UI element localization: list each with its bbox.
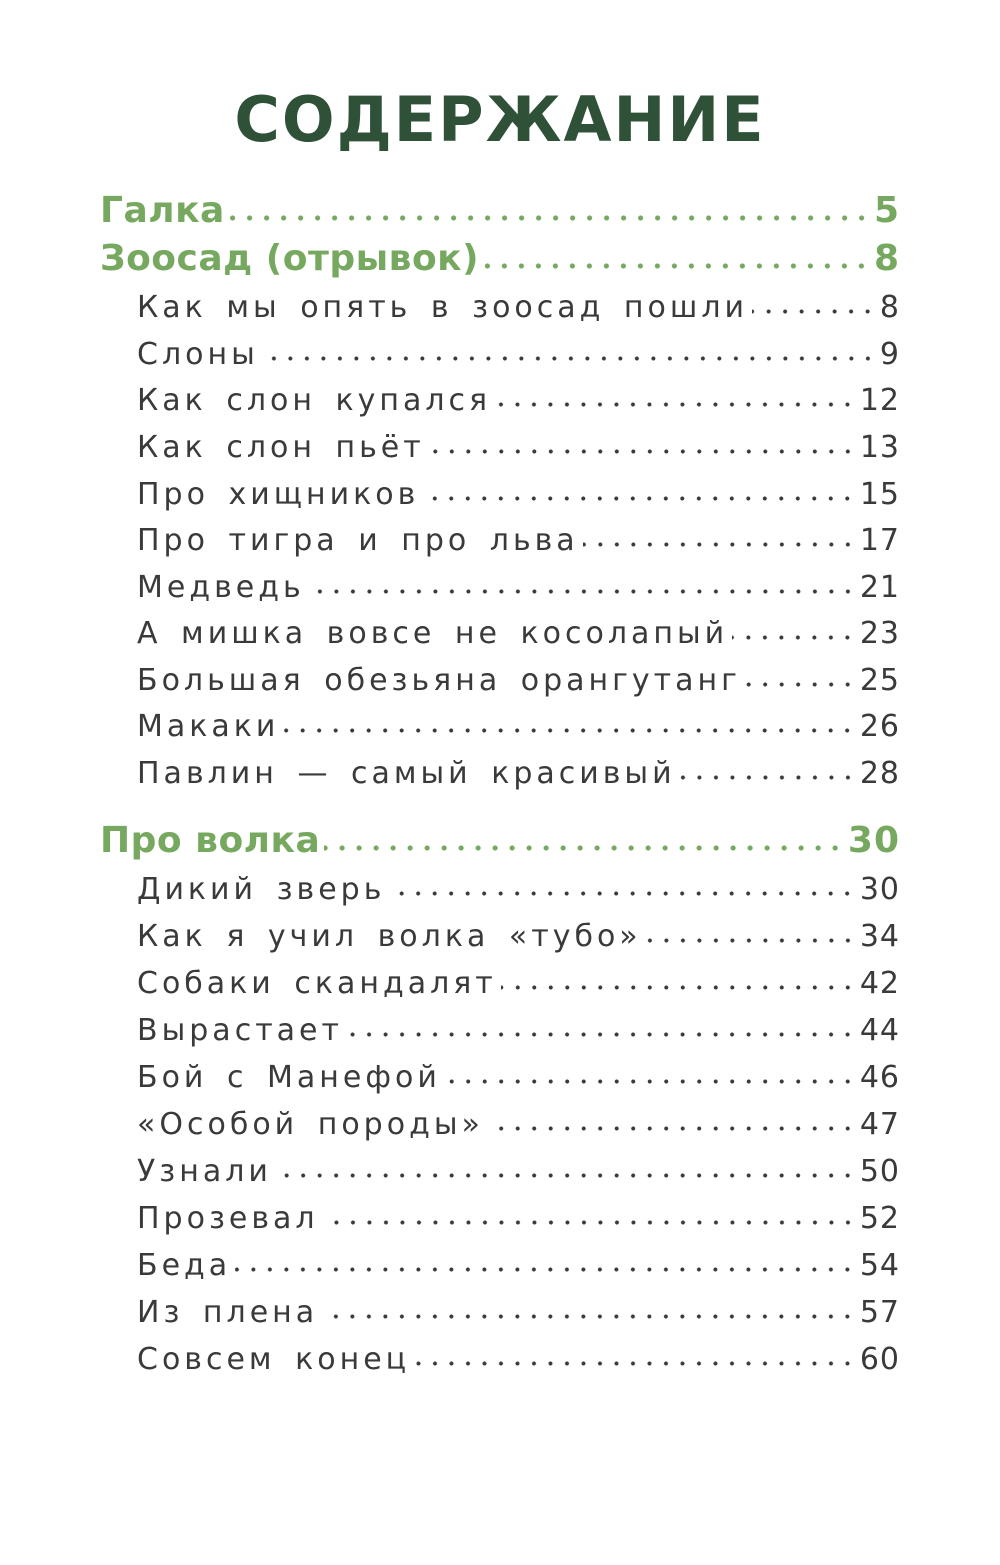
toc-entry-title: Как слон купался bbox=[137, 383, 492, 418]
dot-leader bbox=[423, 496, 856, 501]
toc-entry[interactable] bbox=[137, 477, 900, 512]
toc-page-number: 34 bbox=[859, 919, 900, 954]
toc-entry[interactable] bbox=[137, 616, 900, 651]
toc-page-number: 5 bbox=[873, 190, 900, 231]
toc-entry-title: Большая обезьяна орангутанг bbox=[137, 663, 741, 698]
toc-page-number: 23 bbox=[859, 616, 900, 651]
toc-entry[interactable] bbox=[137, 1013, 900, 1048]
toc-page-number: 30 bbox=[847, 820, 900, 861]
dot-leader bbox=[389, 891, 855, 896]
toc-section-zoosad[interactable] bbox=[100, 238, 900, 279]
toc-page-number: 25 bbox=[859, 663, 900, 698]
toc-page-number: 47 bbox=[859, 1107, 900, 1142]
toc-entry[interactable] bbox=[137, 919, 900, 954]
toc-entry[interactable] bbox=[137, 709, 900, 744]
dot-leader bbox=[445, 1079, 856, 1084]
dot-leader bbox=[495, 402, 856, 407]
dot-leader bbox=[745, 682, 856, 687]
toc-entry-title: Про хищников bbox=[137, 477, 420, 512]
page-title: СОДЕРЖАНИЕ bbox=[234, 83, 766, 156]
dot-leader bbox=[235, 1267, 856, 1272]
toc-section-title: Зоосад (отрывок) bbox=[100, 238, 480, 279]
toc-entry-title: Беда bbox=[137, 1248, 232, 1283]
toc-page-number: 44 bbox=[859, 1013, 900, 1048]
dot-leader bbox=[488, 1126, 856, 1131]
toc-section-galka[interactable] bbox=[100, 190, 900, 231]
toc-entry-title: Из плена bbox=[137, 1295, 319, 1330]
toc-entry-title: Про тигра и про льва bbox=[137, 523, 579, 558]
toc-entry-title: Бой с Манефой bbox=[137, 1060, 441, 1095]
toc-page-number: 50 bbox=[859, 1154, 900, 1189]
toc-entry[interactable] bbox=[137, 430, 900, 465]
toc-entry[interactable] bbox=[137, 570, 900, 605]
toc-entry-title: Вырастает bbox=[137, 1013, 343, 1048]
toc-entry-title: Как мы опять в зоосад пошли bbox=[137, 290, 749, 325]
toc-section-title: Галка bbox=[100, 190, 225, 231]
dot-leader bbox=[283, 728, 855, 733]
toc-page-number: 26 bbox=[859, 709, 900, 744]
toc-page-number: 46 bbox=[859, 1060, 900, 1095]
toc-entry[interactable] bbox=[137, 1060, 900, 1095]
toc-entry-title: Совсем конец bbox=[137, 1342, 411, 1377]
toc-page-number: 60 bbox=[859, 1342, 900, 1377]
toc-entry-title: Как я учил волка «тубо» bbox=[137, 919, 642, 954]
dot-leader bbox=[732, 635, 856, 640]
toc-page-number: 8 bbox=[879, 290, 900, 325]
toc-entry[interactable] bbox=[137, 663, 900, 698]
toc-page-number: 21 bbox=[859, 570, 900, 605]
toc-page-number: 30 bbox=[859, 872, 900, 907]
dot-leader bbox=[414, 1361, 856, 1366]
toc-entry-title: Узнали bbox=[137, 1154, 272, 1189]
toc-entry[interactable] bbox=[137, 1342, 900, 1377]
dot-leader bbox=[483, 263, 870, 269]
toc-entry[interactable] bbox=[137, 337, 900, 372]
toc-entry-title: Слоны bbox=[137, 337, 259, 372]
toc-entry[interactable] bbox=[137, 1154, 900, 1189]
toc-entry[interactable] bbox=[137, 290, 900, 325]
dot-leader bbox=[229, 215, 870, 221]
dot-leader bbox=[347, 1032, 856, 1037]
toc-entry[interactable] bbox=[137, 1107, 900, 1142]
toc-entry[interactable] bbox=[137, 872, 900, 907]
dot-leader bbox=[322, 1314, 856, 1319]
dot-leader bbox=[309, 589, 856, 594]
dot-leader bbox=[323, 1220, 856, 1225]
dot-leader bbox=[680, 775, 856, 780]
toc-entry[interactable] bbox=[137, 523, 900, 558]
dot-leader bbox=[263, 356, 876, 361]
toc-entry-title: Как слон пьёт bbox=[137, 430, 425, 465]
toc-section-pro-volka[interactable] bbox=[100, 820, 900, 861]
toc-entry-title: Макаки bbox=[137, 709, 280, 744]
toc-entry-title: А мишка вовсе не косолапый bbox=[137, 616, 729, 651]
toc-page-number: 57 bbox=[859, 1295, 900, 1330]
dot-leader bbox=[276, 1173, 856, 1178]
dot-leader bbox=[752, 309, 876, 314]
toc-page-number: 54 bbox=[859, 1248, 900, 1283]
toc-entry-title: «Особой породы» bbox=[137, 1107, 484, 1142]
toc-page-number: 42 bbox=[859, 966, 900, 1001]
dot-leader bbox=[501, 985, 856, 990]
toc-page-number: 9 bbox=[879, 337, 900, 372]
dot-leader bbox=[646, 938, 856, 943]
toc-entry-title: Дикий зверь bbox=[137, 872, 386, 907]
toc-page-number: 15 bbox=[859, 477, 900, 512]
dot-leader bbox=[583, 542, 856, 547]
toc-entry[interactable] bbox=[137, 1295, 900, 1330]
toc-entry[interactable] bbox=[137, 756, 900, 791]
dot-leader bbox=[429, 449, 856, 454]
toc-entry-title: Прозевал bbox=[137, 1201, 319, 1236]
toc-page-number: 52 bbox=[859, 1201, 900, 1236]
toc-page-number: 8 bbox=[873, 238, 900, 279]
toc-page-number: 17 bbox=[859, 523, 900, 558]
toc-page-number: 12 bbox=[859, 383, 900, 418]
toc-entry-title: Медведь bbox=[137, 570, 305, 605]
toc-entry-title: Собаки скандалят bbox=[137, 966, 497, 1001]
toc-page-number: 13 bbox=[859, 430, 900, 465]
toc-entry[interactable] bbox=[137, 1201, 900, 1236]
toc-entry[interactable] bbox=[137, 383, 900, 418]
toc-entry-title: Павлин — самый красивый bbox=[137, 756, 676, 791]
dot-leader bbox=[324, 845, 844, 851]
toc-entry[interactable] bbox=[137, 1248, 900, 1283]
toc-section-title: Про волка bbox=[100, 820, 321, 861]
toc-page-number: 28 bbox=[859, 756, 900, 791]
toc-entry[interactable] bbox=[137, 966, 900, 1001]
